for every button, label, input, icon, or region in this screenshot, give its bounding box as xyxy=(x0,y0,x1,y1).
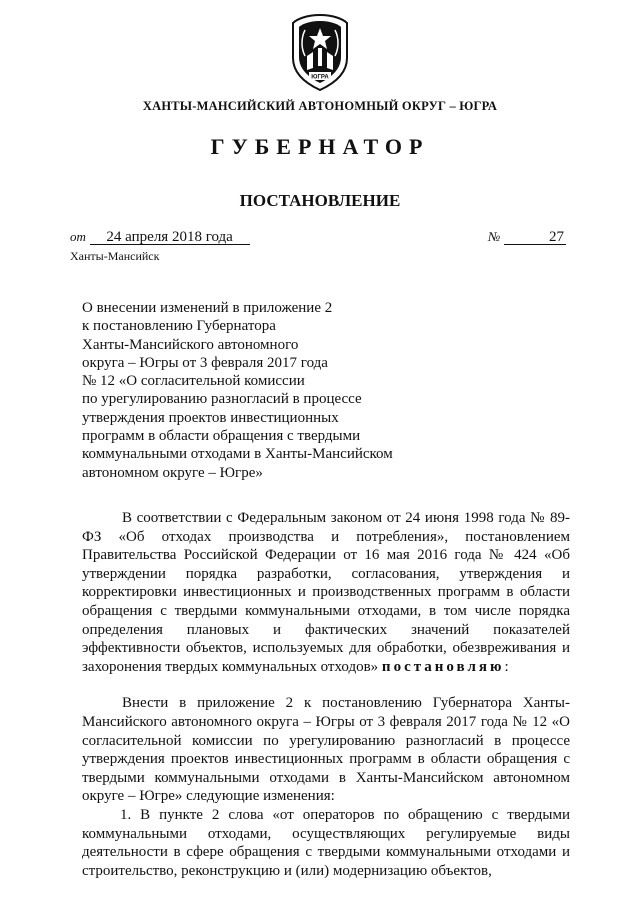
subject-line: по урегулированию разногласий в процессе xyxy=(82,391,362,408)
subject-line: программ в области обращения с твердыми xyxy=(82,428,361,445)
emblem-caption: ЮГРА xyxy=(311,74,329,81)
number-prefix: № xyxy=(488,229,501,244)
document-body xyxy=(82,509,570,880)
issue-city: Ханты-Мансийск xyxy=(70,249,160,263)
resolve-word: постановляю xyxy=(381,658,505,675)
subject-line: округа – Югры от 3 февраля 2017 года xyxy=(82,354,328,371)
preamble-text: В соответствии с Федеральным законом от 24 июня 1998 года № 89-ФЗ «Об отходах производства и потребления», постановлением Правительства Российской Федерации от 16 мая 2016 года № 424 «Об утверждении порядка разработки, согласования, утверждения и корректировки инвестиционных и производственных программ в области обращения с твердыми коммунальными отходами, в том числе порядка определения плановых и фактических значений показателей эффективности объектов, используемых для обработки, обезвреживания и захоронения твердых коммунальных отходов» xyxy=(82,510,570,675)
number-line xyxy=(488,229,566,246)
subject-line: утверждения проектов инвестиционных xyxy=(82,409,339,426)
subject-line: автономном округе – Югре» xyxy=(82,464,263,481)
issuer-title: ГУБЕРНАТОР xyxy=(210,134,430,159)
subject-line: Ханты-Мансийского автономного xyxy=(82,336,299,353)
preamble-end: : xyxy=(504,658,509,675)
subject-line: к постановлению Губернатора xyxy=(82,318,276,335)
document-date: 24 апреля 2018 года xyxy=(90,230,250,245)
date-prefix: от xyxy=(70,229,86,244)
document-subject xyxy=(82,299,412,482)
preamble-paragraph xyxy=(82,509,570,676)
region-name: ХАНТЫ-МАНСИЙСКИЙ АВТОНОМНЫЙ ОКРУГ – ЮГРА xyxy=(142,99,498,113)
document-number: 27 xyxy=(504,230,566,245)
item-1-paragraph: 1. В пункте 2 слова «от операторов по обращению с твердыми коммунальными отходами, осуществляющих регулируемые виды деятельности в сфере обращения с твердыми коммунальными отходами и строительство, реконструкцию и (или) модернизацию объектов, xyxy=(82,806,570,879)
coat-of-arms-emblem xyxy=(287,12,353,92)
subject-line: № 12 «О согласительной комиссии xyxy=(82,373,305,390)
date-line xyxy=(70,229,250,246)
subject-line: коммунальными отходами в Ханты-Мансийском xyxy=(82,446,393,463)
operative-paragraph: Внести в приложение 2 к постановлению Губернатора Ханты-Мансийского автономного округа – Югры от 3 февраля 2017 года № 12 «О согласительной комиссии по урегулированию разногласий в процессе утверждения проектов инвестиционных программ в области обращения с твердыми коммунальными отходами в Ханты-Мансийском автономном округе – Югре» следующие изменения: xyxy=(82,695,570,805)
subject-line: О внесении изменений в приложение 2 xyxy=(82,300,333,316)
document-type: ПОСТАНОВЛЕНИЕ xyxy=(239,191,401,210)
